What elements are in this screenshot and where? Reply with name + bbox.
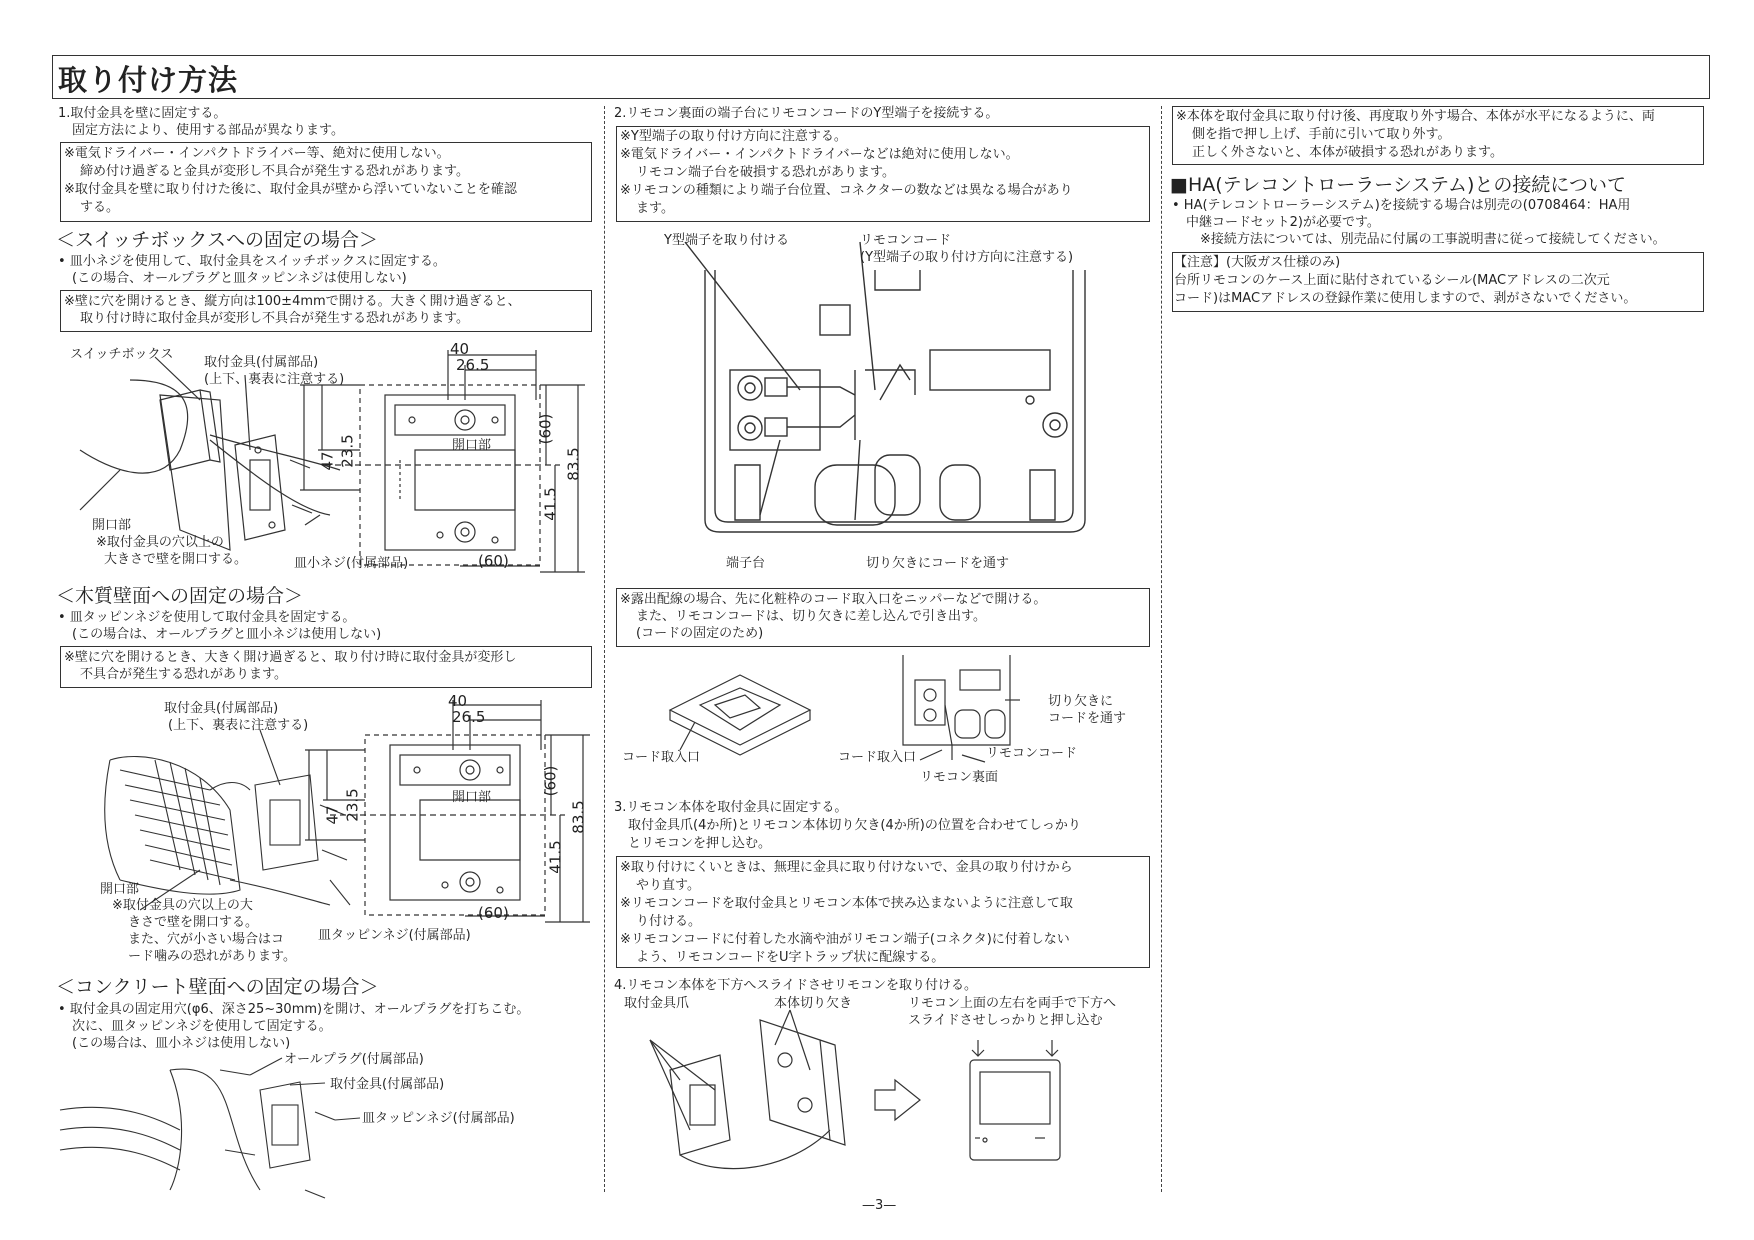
step3-line3: とリモコンを押し込む。 bbox=[628, 836, 772, 851]
step3-note5: ※リモコンコードに付着した水滴や油がリモコン端子(コネクタ)に付着しない bbox=[620, 932, 1070, 947]
label-opening: 開口部 bbox=[92, 518, 132, 533]
wood-note-line1: ※壁に穴を開けるとき、大きく開け過ぎると、取り付け時に取付金具が変形し bbox=[64, 650, 517, 665]
wood-dim-26-5: 26.5 bbox=[452, 708, 486, 726]
label-bracket-note: (上下、裏表に注意する) bbox=[204, 372, 345, 387]
removal-note1: ※本体を取付金具に取り付け後、再度取り外す場合、本体が水平になるように、両 bbox=[1176, 109, 1655, 124]
caution-1-line2: 締め付け過ぎると金具が変形し不具合が発生する恐れがあります。 bbox=[80, 164, 469, 179]
wood-dim-47: 47 bbox=[323, 805, 342, 825]
wood-label-opening-note3: また、穴が小さい場合はコ bbox=[128, 932, 285, 947]
wood-label-opening-note1: ※取付金具の穴以上の大 bbox=[112, 898, 253, 913]
label-notch-2: コードを通す bbox=[1048, 711, 1127, 726]
label-body-notch: 本体切り欠き bbox=[774, 996, 853, 1011]
label-opening-note1: ※取付金具の穴以上の bbox=[96, 535, 224, 550]
dim-83-5: 83.5 bbox=[564, 447, 583, 481]
label-wall-plug: オールプラグ(付属部品) bbox=[284, 1052, 424, 1067]
remote-back-terminal-figure bbox=[700, 270, 1100, 540]
wood-label-opening-center: 開口部 bbox=[452, 790, 492, 805]
title-frame bbox=[52, 55, 1710, 99]
switch-note-line2: 取り付け時に取付金具が変形し不具合が発生する恐れがあります。 bbox=[80, 311, 469, 326]
wood-label-opening-note4: ード噛みの恐れがあります。 bbox=[128, 949, 296, 964]
label-bracket-claw: 取付金具爪 bbox=[624, 996, 690, 1011]
column-divider-1 bbox=[604, 106, 605, 1192]
caution-1-line3: ※取付金具を壁に取り付けた後に、取付金具が壁から浮いていないことを確認 bbox=[64, 182, 517, 197]
concrete-line1: • 取付金具の固定用穴(φ6、深さ25~30mm)を開け、オールプラグを打ちこむ。 bbox=[58, 1002, 530, 1017]
wood-dim-41-5: 41.5 bbox=[546, 840, 565, 874]
page-title: 取り付け方法 bbox=[58, 63, 239, 97]
dim-47: 47 bbox=[318, 451, 337, 471]
label-remote-cord-note: (Y型端子の取り付け方向に注意する) bbox=[860, 250, 1074, 265]
step2-line1: 2.リモコン裏面の端子台にリモコンコードのY型端子を接続する。 bbox=[614, 106, 999, 121]
exposed-note1: ※露出配線の場合、先に化粧枠のコード取入口をニッパーなどで開ける。 bbox=[620, 592, 1047, 607]
step2-note2: ※電気ドライバー・インパクトドライバーなどは絶対に使用しない。 bbox=[620, 147, 1019, 162]
wood-line2: (この場合は、オールプラグと皿小ネジは使用しない) bbox=[72, 627, 382, 642]
step3-note2: やり直す。 bbox=[636, 878, 700, 893]
label-notch-cord: 切り欠きにコードを通す bbox=[866, 556, 1010, 571]
label-terminal-block: 端子台 bbox=[726, 556, 766, 571]
ha-line1: • HA(テレコントローラーシステム)を接続する場合は別売の(0708464：HA用 bbox=[1172, 198, 1631, 213]
step3-line1: 3.リモコン本体を取付金具に固定する。 bbox=[614, 800, 848, 815]
step4-line1: 4.リモコン本体を下方へスライドさせリモコンを取り付ける。 bbox=[614, 978, 978, 993]
step2-note3: リモコン端子台を破損する恐れがあります。 bbox=[636, 165, 895, 180]
wood-label-bracket: 取付金具(付属部品) bbox=[164, 701, 279, 716]
removal-note3: 正しく外さないと、本体が破損する恐れがあります。 bbox=[1192, 145, 1503, 160]
step2-note1: ※Y型端子の取り付け方向に注意する。 bbox=[620, 129, 847, 144]
column-divider-2 bbox=[1161, 106, 1162, 1192]
wood-dim-60-right: (60) bbox=[541, 765, 560, 797]
wood-dim-60-bottom: (60) bbox=[478, 904, 509, 922]
concrete-line3: (この場合は、皿小ネジは使用しない) bbox=[72, 1036, 291, 1051]
dim-40: 40 bbox=[450, 340, 470, 358]
label-slide-1: リモコン上面の左右を両手で下方へ bbox=[908, 996, 1117, 1011]
dim-23-5: 23.5 bbox=[338, 434, 357, 468]
step3-note4: り付ける。 bbox=[636, 914, 702, 929]
exposed-note2: また、リモコンコードは、切り欠きに差し込んで引き出す。 bbox=[636, 609, 986, 624]
step1-line2: 固定方法により、使用する部品が異なります。 bbox=[72, 123, 344, 138]
wood-label-screw: 皿タッピンネジ(付属部品) bbox=[318, 928, 471, 943]
osaka-note-title: 【注意】(大阪ガス仕様のみ) bbox=[1174, 255, 1341, 270]
label-notch-1: 切り欠きに bbox=[1048, 694, 1114, 709]
switch-note-line1: ※壁に穴を開けるとき、縦方向は100±4mmで開ける。大きく開け過ぎると、 bbox=[64, 294, 521, 309]
step3-note6: よう、リモコンコードをU字トラップ状に配線する。 bbox=[636, 950, 945, 965]
dim-26-5: 26.5 bbox=[456, 356, 490, 374]
step2-note4: ※リモコンの種類により端子台位置、コネクターの数などは異なる場合があり bbox=[620, 183, 1073, 198]
step3-line2: 取付金具爪(4か所)とリモコン本体切り欠き(4か所)の位置を合わせてしっかり bbox=[628, 818, 1081, 833]
switch-line2: (この場合、オールプラグと皿タッピンネジは使用しない) bbox=[72, 271, 407, 286]
caution-1-line4: する。 bbox=[80, 200, 120, 215]
dim-60-bottom: (60) bbox=[478, 552, 509, 570]
label-remote-back: リモコン裏面 bbox=[920, 770, 999, 785]
dim-60-right: (60) bbox=[536, 413, 555, 445]
wood-label-bracket-note: (上下、裏表に注意する) bbox=[168, 718, 309, 733]
exposed-note3: (コードの固定のため) bbox=[636, 626, 764, 641]
ha-line2: 中継コードセット2)が必要です。 bbox=[1186, 215, 1380, 230]
concrete-label-screw: 皿タッピンネジ(付属部品) bbox=[362, 1111, 515, 1126]
heading-ha-connection: ■HA(テレコントローラーシステム)との接続について bbox=[1170, 174, 1627, 196]
concrete-line2: 次に、皿タッピンネジを使用して固定する。 bbox=[72, 1019, 332, 1034]
label-opening-note2: 大きさで壁を開口する。 bbox=[104, 552, 248, 567]
label-bracket: 取付金具(付属部品) bbox=[204, 355, 319, 370]
switch-line1: • 皿小ネジを使用して、取付金具をスイッチボックスに固定する。 bbox=[58, 254, 446, 269]
label-screw: 皿小ネジ(付属部品) bbox=[294, 556, 409, 571]
dim-41-5: 41.5 bbox=[541, 487, 560, 521]
wood-dim-40: 40 bbox=[448, 692, 468, 710]
concrete-label-bracket: 取付金具(付属部品) bbox=[330, 1077, 445, 1092]
label-remote-cord-2: リモコンコード bbox=[986, 746, 1078, 761]
step2-note5: ます。 bbox=[636, 201, 674, 216]
label-slide-2: スライドさせしっかりと押し込む bbox=[908, 1013, 1103, 1028]
label-y-terminal: Y型端子を取り付ける bbox=[664, 233, 789, 248]
step3-note3: ※リモコンコードを取付金具とリモコン本体で挟み込まないように注意して取 bbox=[620, 896, 1073, 911]
wood-dim-23-5: 23.5 bbox=[343, 788, 362, 822]
label-cord-inlet-right: コード取入口 bbox=[838, 750, 917, 765]
osaka-note-line2: コード)はMACアドレスの登録作業に使用しますので、剥がさないでください。 bbox=[1174, 291, 1637, 306]
label-switch-box: スイッチボックス bbox=[70, 347, 174, 362]
step3-note1: ※取り付けにくいときは、無理に金具に取り付けないで、金具の取り付けから bbox=[620, 860, 1073, 875]
heading-concrete-wall: ＜コンクリート壁面への固定の場合＞ bbox=[56, 976, 379, 998]
caution-1-line1: ※電気ドライバー・インパクトドライバー等、絶対に使用しない。 bbox=[64, 146, 450, 161]
label-opening-center: 開口部 bbox=[452, 438, 492, 453]
wood-label-opening-note2: きさで壁を開口する。 bbox=[128, 915, 259, 930]
label-remote-cord: リモコンコード bbox=[860, 233, 952, 248]
page-number: —3— bbox=[862, 1198, 897, 1213]
heading-wood-wall: ＜木質壁面への固定の場合＞ bbox=[56, 585, 304, 607]
osaka-note-line1: 台所リモコンのケース上面に貼付されているシール(MACアドレスの二次元 bbox=[1174, 273, 1610, 288]
wood-label-opening: 開口部 bbox=[100, 882, 140, 897]
wood-line1: • 皿タッピンネジを使用して取付金具を固定する。 bbox=[58, 610, 356, 625]
wood-dim-83-5: 83.5 bbox=[569, 800, 588, 834]
heading-switch-box: ＜スイッチボックスへの固定の場合＞ bbox=[56, 229, 379, 251]
wood-note-line2: 不具合が発生する恐れがあります。 bbox=[80, 667, 287, 682]
label-cord-inlet-left: コード取入口 bbox=[622, 750, 701, 765]
ha-line3: ※接続方法については、別売品に付属の工事説明書に従って接続してください。 bbox=[1200, 232, 1666, 247]
removal-note2: 側を指で押し上げ、手前に引いて取り外す。 bbox=[1192, 127, 1451, 142]
step1-line1: 1.取付金具を壁に固定する。 bbox=[58, 106, 227, 121]
mount-remote-figure bbox=[640, 1010, 1060, 1170]
